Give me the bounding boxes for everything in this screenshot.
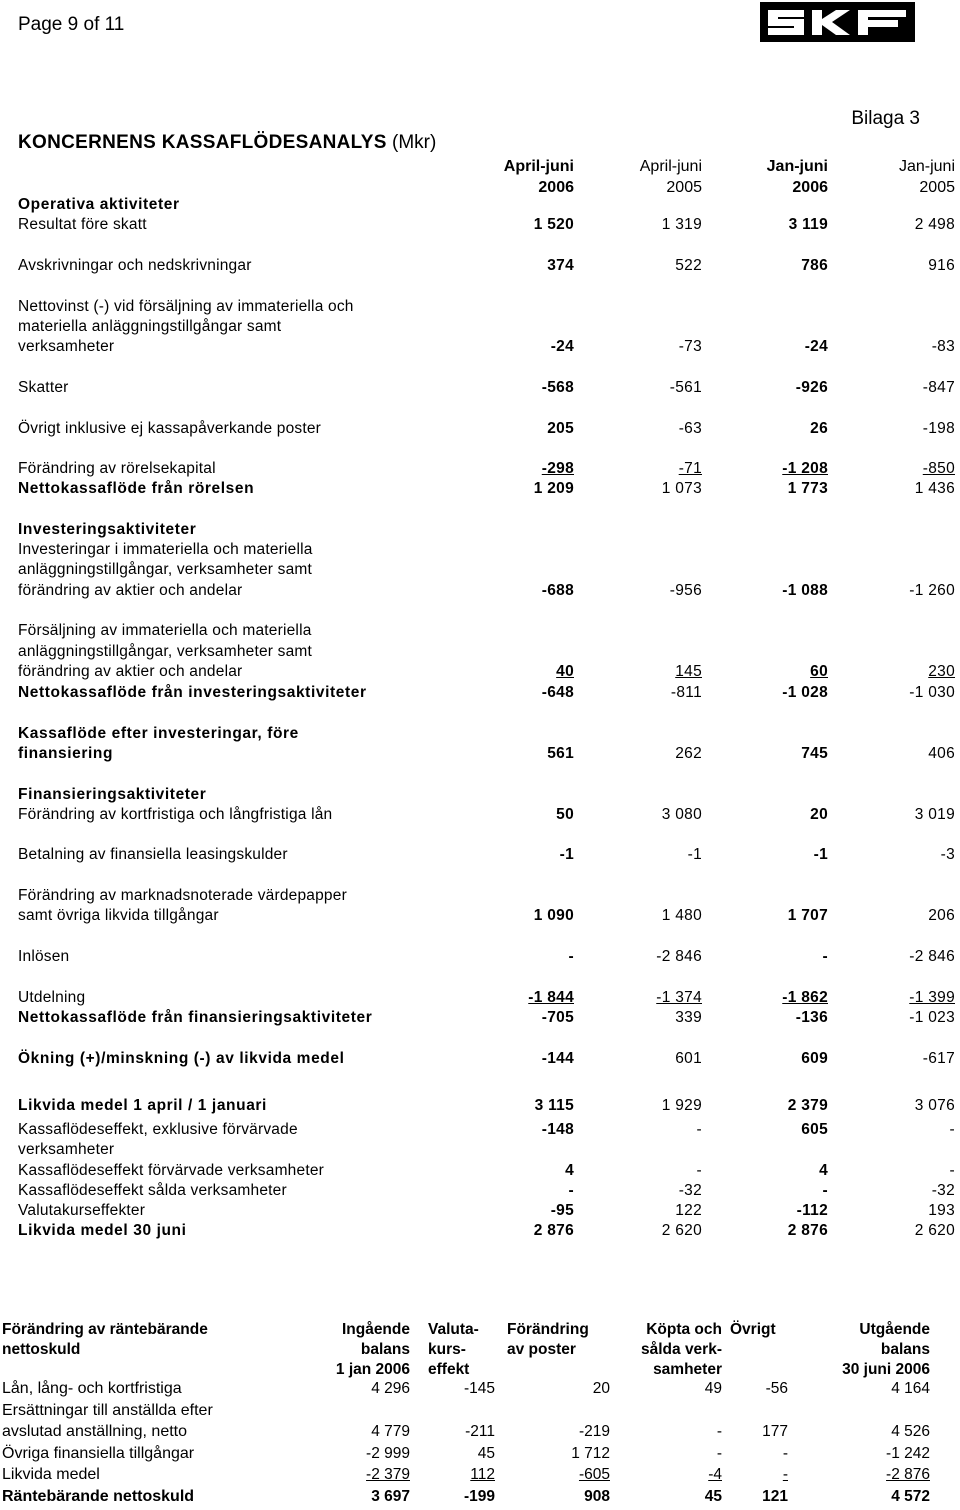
table-row: [0, 1202, 960, 1222]
table-row: [0, 1182, 960, 1202]
row-value-col2: 339: [675, 1009, 702, 1026]
row-value-col1: 50: [556, 806, 574, 823]
row-label: Nettovinst (-) vid försäljning av immateriella och: [18, 298, 354, 315]
debt-value-col3: 20: [592, 1380, 610, 1397]
row-label: Skatter: [18, 379, 69, 396]
row-value-col2: 1 929: [661, 1097, 702, 1114]
row-value-col4: -617: [922, 1050, 955, 1067]
row-value-col2: 1 073: [661, 480, 702, 497]
row-value-col4: 3 019: [914, 806, 955, 823]
row-value-col4: -847: [922, 379, 955, 396]
row-value-col4: 2 620: [914, 1222, 955, 1239]
row-label: Valutakurseffekter: [18, 1202, 146, 1219]
row-value-col1: -: [568, 948, 574, 965]
row-value-col4: 206: [928, 907, 955, 924]
row-value-col2: 145: [675, 663, 702, 680]
table-row: [0, 663, 960, 683]
table-row: [0, 1097, 960, 1117]
row-value-col3: -1 088: [782, 582, 828, 599]
row-value-col4: 916: [928, 257, 955, 274]
debt-header-2: Valuta- kurs- effekt: [428, 1321, 479, 1378]
debt-value-col1: -2 379: [366, 1466, 410, 1483]
debt-value-col3: 908: [584, 1488, 610, 1505]
debt-row: [0, 1402, 960, 1424]
debt-header-6: Utgående balans 30 juni 2006: [842, 1321, 930, 1378]
row-value-col4: 2 498: [914, 216, 955, 233]
debt-value-col5: 121: [762, 1488, 788, 1505]
row-value-col2: -811: [670, 684, 702, 701]
row-value-col4: -850: [922, 460, 955, 477]
row-value-col4: -83: [931, 338, 955, 355]
row-value-col4: 193: [928, 1202, 955, 1219]
table-row: [0, 298, 960, 318]
row-label: Resultat före skatt: [18, 216, 147, 233]
row-label: finansiering: [18, 745, 114, 762]
row-value-col1: 1 209: [533, 480, 574, 497]
row-value-col3: -24: [804, 338, 828, 355]
row-value-col3: -1 862: [782, 989, 828, 1006]
row-value-col4: -2 846: [909, 948, 955, 965]
debt-value-col6: 4 164: [891, 1380, 930, 1397]
table-row: [0, 338, 960, 358]
row-value-col4: 406: [928, 745, 955, 762]
row-value-col1: 561: [547, 745, 574, 762]
row-value-col3: -136: [795, 1009, 828, 1026]
debt-table-title: Förändring av räntebärande nettoskuld: [2, 1321, 208, 1358]
row-value-col2: -1 374: [656, 989, 702, 1006]
debt-value-col1: 4 296: [371, 1380, 410, 1397]
row-label: Ökning (+)/minskning (-) av likvida medel: [18, 1050, 345, 1067]
row-value-col2: 122: [675, 1202, 702, 1219]
row-value-col2: -: [696, 1121, 702, 1138]
row-value-col2: -: [696, 1162, 702, 1179]
row-value-col3: 26: [810, 420, 828, 437]
row-label: Kassaflöde efter investeringar, före: [18, 725, 299, 742]
row-label: anläggningstillgångar, verksamheter samt: [18, 643, 313, 660]
row-label: Nettokassaflöde från rörelsen: [18, 480, 255, 497]
row-label: Kassaflödeseffekt sålda verksamheter: [18, 1182, 287, 1199]
row-label: verksamheter: [18, 1141, 115, 1158]
row-label: Övrigt inklusive ej kassapåverkande poster: [18, 420, 322, 437]
debt-value-col1: 3 697: [371, 1488, 410, 1505]
row-value-col3: -112: [796, 1202, 828, 1219]
debt-value-col2: 112: [470, 1466, 495, 1483]
table-row: [0, 622, 960, 642]
row-value-col4: 3 076: [914, 1097, 955, 1114]
row-value-col3: 4: [819, 1162, 828, 1179]
row-value-col2: -1: [687, 846, 702, 863]
row-value-col2: 1 319: [661, 216, 702, 233]
row-value-col1: -1: [559, 846, 574, 863]
debt-value-col6: -2 876: [886, 1466, 930, 1483]
table-row: [0, 643, 960, 663]
row-value-col2: -71: [678, 460, 702, 477]
debt-value-col5: -: [782, 1466, 788, 1483]
debt-row: [0, 1380, 960, 1402]
debt-row-label: avslutad anställning, netto: [2, 1423, 188, 1440]
row-label: Inlösen: [18, 948, 70, 965]
row-value-col2: 1 480: [661, 907, 702, 924]
row-value-col1: 2 876: [533, 1222, 574, 1239]
row-label: Förändring av kortfristiga och långfristiga lån: [18, 806, 333, 823]
debt-header-5: Övrigt: [730, 1321, 776, 1338]
row-value-col3: 745: [801, 745, 828, 762]
debt-value-col4: -: [716, 1423, 722, 1440]
row-value-col3: -1: [813, 846, 828, 863]
debt-value-col3: 1 712: [571, 1445, 610, 1462]
table-row: [0, 907, 960, 927]
row-value-col3: 605: [801, 1121, 828, 1138]
row-value-col3: 786: [801, 257, 828, 274]
debt-value-col5: -: [782, 1445, 788, 1462]
table-row: [0, 806, 960, 826]
table-row: [0, 1050, 960, 1070]
table-row: [0, 1009, 960, 1029]
row-value-col3: 3 119: [788, 216, 828, 233]
row-value-col2: -32: [678, 1182, 702, 1199]
row-value-col2: 262: [675, 745, 702, 762]
row-value-col2: -73: [678, 338, 702, 355]
table-row: [0, 887, 960, 907]
table-row: [0, 582, 960, 602]
appendix-label: Bilaga 3: [851, 108, 920, 129]
table-row: [0, 521, 960, 541]
row-value-col1: 1 090: [533, 907, 574, 924]
row-value-col1: -688: [541, 582, 574, 599]
row-label: Förändring av rörelsekapital: [18, 460, 216, 477]
row-value-col1: -568: [541, 379, 574, 396]
row-value-col4: -3: [940, 846, 955, 863]
row-value-col2: -2 846: [656, 948, 702, 965]
row-value-col3: 1 773: [787, 480, 828, 497]
row-value-col4: 230: [928, 663, 955, 680]
row-value-col2: 2 620: [661, 1222, 702, 1239]
col-header-1: April-juni 2006: [503, 158, 574, 196]
debt-value-col2: 45: [477, 1445, 495, 1462]
debt-value-col1: -2 999: [366, 1445, 410, 1462]
row-value-col4: -32: [931, 1182, 955, 1199]
row-value-col1: -: [568, 1182, 574, 1199]
debt-row-label: Lån, lång- och kortfristiga: [2, 1380, 182, 1397]
row-value-col3: -: [822, 948, 828, 965]
row-value-col3: 2 379: [787, 1097, 828, 1114]
debt-header-3: Förändring av poster: [507, 1321, 589, 1358]
row-value-col1: 3 115: [534, 1097, 574, 1114]
row-value-col3: -: [822, 1182, 828, 1199]
debt-header-4: Köpta och sålda verk- samheter: [641, 1321, 722, 1378]
debt-value-col5: -56: [765, 1380, 788, 1397]
row-value-col1: -705: [541, 1009, 574, 1026]
table-row: [0, 561, 960, 581]
table-row: [0, 1222, 960, 1242]
debt-value-col6: -1 242: [886, 1445, 930, 1462]
row-label: Operativa aktiviteter: [18, 196, 180, 213]
table-row: [0, 948, 960, 968]
row-value-col3: -926: [795, 379, 828, 396]
row-label: materiella anläggningstillgångar samt: [18, 318, 282, 335]
row-label: Kassaflödeseffekt förvärvade verksamheter: [18, 1162, 325, 1179]
row-label: Förändring av marknadsnoterade värdepapper: [18, 887, 347, 904]
row-value-col3: -1 028: [782, 684, 828, 701]
skf-logo: [760, 2, 915, 42]
table-row: [0, 480, 960, 500]
row-value-col3: 1 707: [787, 907, 828, 924]
row-label: Investeringar i immateriella och materiella: [18, 541, 313, 558]
debt-value-col1: 4 779: [371, 1423, 410, 1440]
debt-value-col4: -: [716, 1445, 722, 1462]
row-label: Försäljning av immateriella och materiella: [18, 622, 312, 639]
row-value-col2: 522: [675, 257, 702, 274]
row-value-col1: 1 520: [533, 216, 574, 233]
row-label: anläggningstillgångar, verksamheter samt: [18, 561, 313, 578]
debt-value-col5: 177: [762, 1423, 788, 1440]
table-row: [0, 257, 960, 277]
table-row: [0, 216, 960, 236]
debt-value-col2: -145: [463, 1380, 495, 1397]
row-value-col4: -1 030: [909, 684, 955, 701]
row-value-col1: 40: [556, 663, 574, 680]
row-value-col2: 601: [675, 1050, 702, 1067]
row-value-col1: 205: [547, 420, 574, 437]
row-value-col1: 4: [565, 1162, 574, 1179]
table-row: [0, 745, 960, 765]
row-value-col4: -198: [922, 420, 955, 437]
row-value-col2: -956: [669, 582, 702, 599]
debt-row-label: Ersättningar till anställda efter: [2, 1402, 213, 1419]
row-label: förändring av aktier och andelar: [18, 582, 243, 599]
row-label: Investeringsaktiviteter: [18, 521, 197, 538]
debt-row-label: Räntebärande nettoskuld: [2, 1488, 195, 1505]
debt-value-col3: -605: [578, 1466, 610, 1483]
debt-value-col4: 45: [704, 1488, 722, 1505]
row-value-col1: -144: [541, 1050, 574, 1067]
row-value-col4: 1 436: [914, 480, 955, 497]
row-value-col3: 2 876: [787, 1222, 828, 1239]
debt-value-col6: 4 526: [891, 1423, 930, 1440]
row-value-col2: -561: [669, 379, 702, 396]
debt-row: [0, 1445, 960, 1467]
table-row: [0, 684, 960, 704]
table-row: [0, 196, 960, 216]
row-label: Nettokassaflöde från finansieringsaktiviteter: [18, 1009, 373, 1026]
debt-value-col3: -219: [578, 1423, 610, 1440]
row-value-col4: -1 260: [909, 582, 955, 599]
debt-row: [0, 1466, 960, 1488]
table-row: [0, 379, 960, 399]
page-number: Page 9 of 11: [18, 14, 125, 35]
col-header-4: Jan-juni 2005: [898, 158, 955, 196]
debt-value-col6: 4 572: [891, 1488, 930, 1505]
debt-value-col2: -211: [465, 1423, 495, 1440]
row-label: Nettokassaflöde från investeringsaktiviteter: [18, 684, 367, 701]
row-label: förändring av aktier och andelar: [18, 663, 243, 680]
row-label: Betalning av finansiella leasingskulder: [18, 846, 288, 863]
row-label: verksamheter: [18, 338, 115, 355]
debt-row: [0, 1423, 960, 1445]
col-header-2: April-juni 2005: [639, 158, 702, 196]
row-value-col4: -1 023: [909, 1009, 955, 1026]
table-row: [0, 460, 960, 480]
row-value-col1: -1 844: [528, 989, 574, 1006]
row-label: Likvida medel 1 april / 1 januari: [18, 1097, 267, 1114]
debt-row-label: Övriga finansiella tillgångar: [2, 1445, 195, 1462]
row-label: Kassaflödeseffekt, exklusive förvärvade: [18, 1121, 298, 1138]
row-value-col1: -298: [541, 460, 574, 477]
table-row: [0, 786, 960, 806]
row-value-col3: -1 208: [782, 460, 828, 477]
row-value-col1: -24: [550, 338, 574, 355]
col-header-3: Jan-juni 2006: [766, 158, 828, 196]
title-unit: (Mkr): [392, 132, 437, 153]
table-row: [0, 989, 960, 1009]
debt-row-label: Likvida medel: [2, 1466, 100, 1483]
debt-row: [0, 1488, 960, 1510]
debt-value-col4: 49: [704, 1380, 722, 1397]
row-value-col1: -95: [550, 1202, 574, 1219]
table-row: [0, 318, 960, 338]
debt-header-1: Ingående balans 1 jan 2006: [335, 1321, 410, 1378]
table-row: [0, 846, 960, 866]
row-label: Finansieringsaktiviteter: [18, 786, 207, 803]
table-row: [0, 420, 960, 440]
table-row: [0, 541, 960, 561]
title-text: KONCERNENS KASSAFLÖDESANALYS: [18, 132, 387, 153]
row-value-col3: 20: [810, 806, 828, 823]
row-value-col2: -63: [678, 420, 702, 437]
row-value-col2: 3 080: [661, 806, 702, 823]
row-value-col1: -648: [541, 684, 574, 701]
row-value-col4: -: [949, 1121, 955, 1138]
row-value-col3: 60: [810, 663, 828, 680]
debt-value-col4: -4: [708, 1466, 722, 1483]
row-label: Likvida medel 30 juni: [18, 1222, 187, 1239]
row-value-col1: 374: [547, 257, 574, 274]
row-label: Avskrivningar och nedskrivningar: [18, 257, 252, 274]
row-value-col3: 609: [801, 1050, 828, 1067]
row-value-col4: -1 399: [909, 989, 955, 1006]
row-value-col4: -: [949, 1162, 955, 1179]
row-label: Utdelning: [18, 989, 86, 1006]
page-title: [18, 132, 436, 154]
row-label: samt övriga likvida tillgångar: [18, 907, 219, 924]
debt-value-col2: -199: [463, 1488, 495, 1505]
row-value-col1: -148: [541, 1121, 574, 1138]
table-row: [0, 1121, 960, 1141]
table-row: [0, 1162, 960, 1182]
table-row: [0, 725, 960, 745]
table-row: [0, 1141, 960, 1161]
